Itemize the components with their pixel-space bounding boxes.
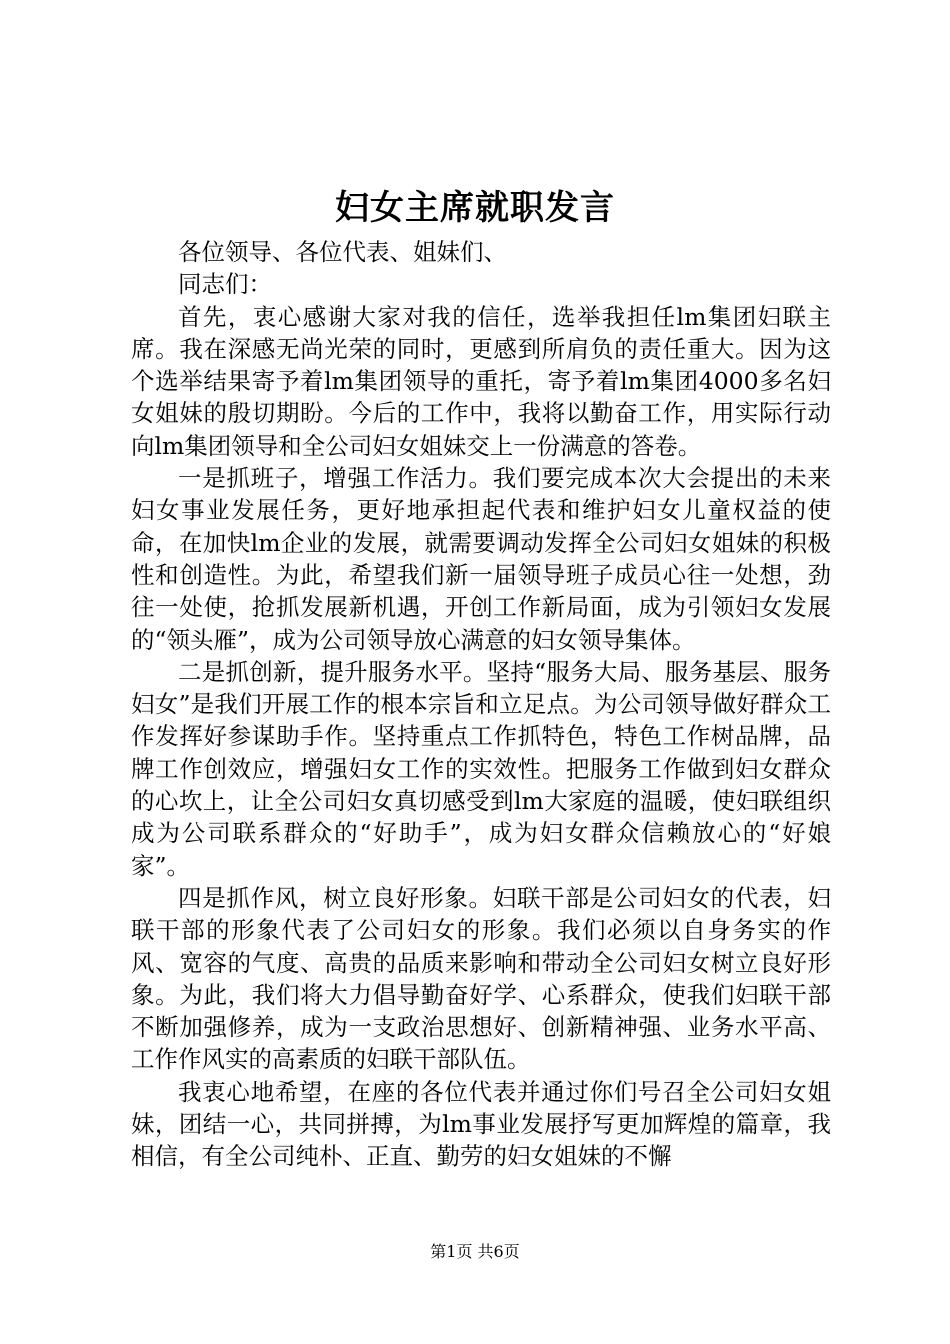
salutation-line-1: 各位领导、各位代表、姐妹们、	[178, 238, 507, 266]
paragraph-point-one: 一是抓班子，增强工作活力。我们要完成本次大会提出的未来妇女事业发展任务，更好地承担起代表和维护妇女儿童权益的使命，在加快lm企业的发展，就需要调动发挥全公司妇女姐妹的积极性和创造性。为此，希望我们新一届领导班子成员心往一处想，劲往一处使，抢抓发展新机遇，开创工作新局面，成为引领妇女发展的“领头雁”，成为公司领导放心满意的妇女领导集体。	[131, 464, 831, 654]
page-title: 妇女主席就职发言	[335, 188, 615, 228]
page-footer	[0, 1240, 950, 1264]
paragraph-closing: 我衷心地希望，在座的各位代表并通过你们号召全公司妇女姐妹，团结一心，共同拼搏，为lm事业发展抒写更加辉煌的篇章，我相信，有全公司纯朴、正直、勤劳的妇女姐妹的不懈	[131, 1077, 831, 1171]
paragraph-opening: 首先，衷心感谢大家对我的信任，选举我担任lm集团妇联主席。我在深感无尚光荣的同时，更感到所肩负的责任重大。因为这个选举结果寄予着lm集团领导的重托，寄予着lm集团4000多名妇女姐妹的殷切期盼。今后的工作中，我将以勤奋工作，用实际行动向lm集团领导和全公司妇女姐妹交上一份满意的答卷。	[131, 302, 831, 460]
salutation-line-2: 同志们：	[178, 270, 272, 299]
page-number-indicator: 第1页 共6页	[430, 1242, 520, 1261]
document-body	[131, 236, 831, 1173]
paragraph-point-two: 二是抓创新，提升服务水平。坚持“服务大局、服务基层、服务妇女”是我们开展工作的根本宗旨和立足点。为公司领导做好群众工作发挥好参谋助手作。坚持重点工作抓特色，特色工作树品牌，品牌工作创效应，增强妇女工作的实效性。把服务工作做到妇女群众的心坎上，让全公司妇女真切感受到lm大家庭的温暖，使妇联组织成为公司联系群众的“好助手”，成为妇女群众信赖放心的“好娘家”。	[131, 657, 831, 880]
paragraph-point-four: 四是抓作风，树立良好形象。妇联干部是公司妇女的代表，妇联干部的形象代表了公司妇女的形象。我们必须以自身务实的作风、宽容的气度、高贵的品质来影响和带动全公司妇女树立良好形象。为此，我们将大力倡导勤奋好学、心系群众，使我们妇联干部不断加强修养，成为一支政治思想好、创新精神强、业务水平高、工作作风实的高素质的妇联干部队伍。	[131, 883, 831, 1074]
